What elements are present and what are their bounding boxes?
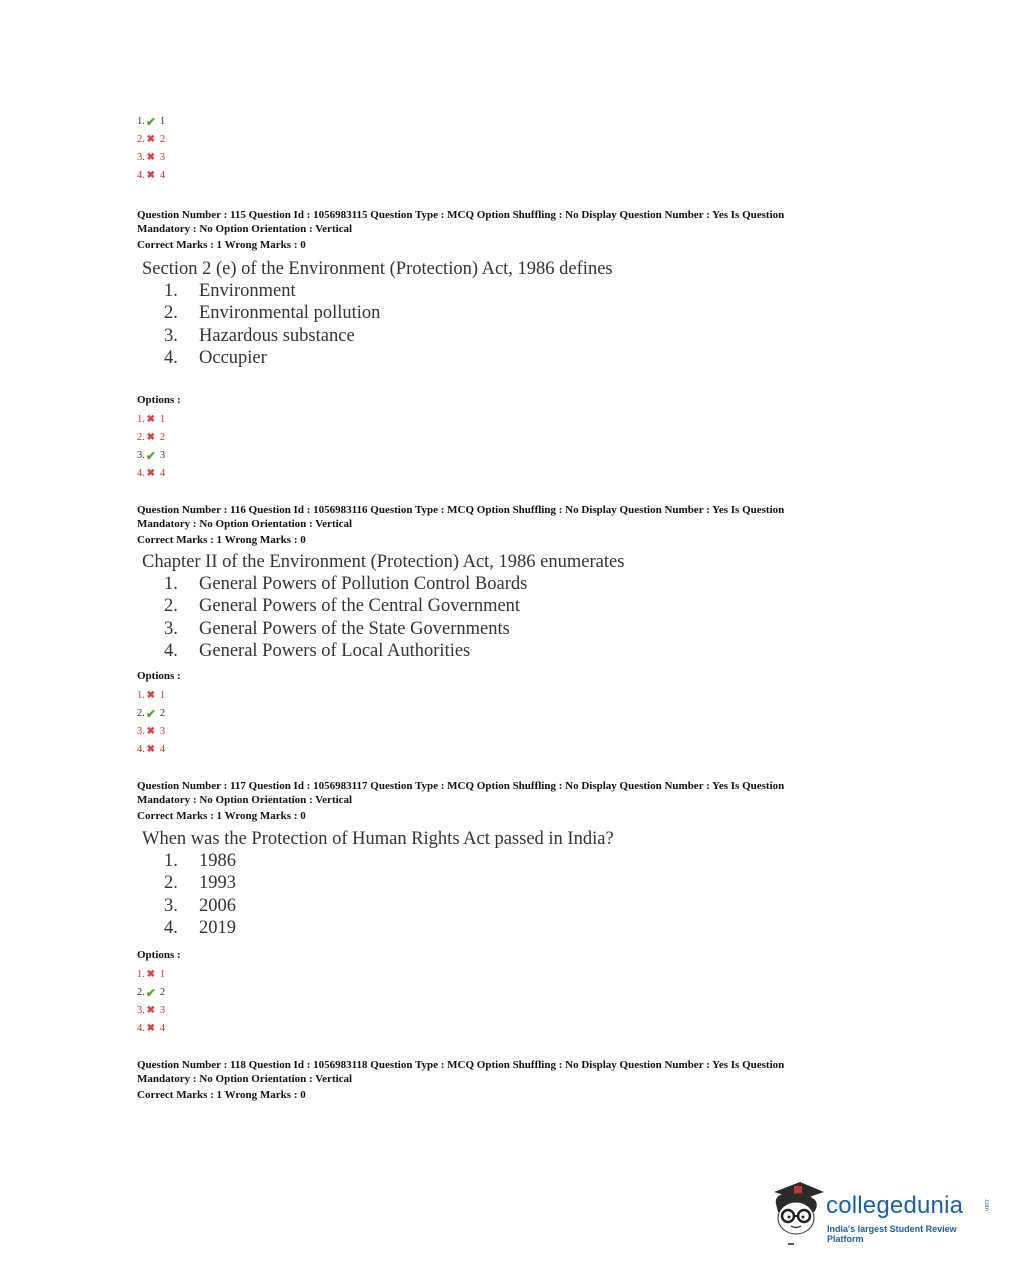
option-number: 4. <box>137 1023 145 1034</box>
cross-icon: ✖ <box>146 726 156 737</box>
question-meta-line2: Mandatory : No Option Orientation : Vertical <box>137 1073 353 1085</box>
option-value: 4 <box>159 1023 166 1034</box>
option-value: 3 <box>159 726 166 737</box>
choice-item <box>164 872 897 894</box>
cross-icon: ✖ <box>146 1005 156 1016</box>
option-value: 2 <box>159 987 166 998</box>
question-marks: Correct Marks : 1 Wrong Marks : 0 <box>137 239 306 251</box>
option-value: 4 <box>159 170 166 181</box>
option-number: 4. <box>137 170 145 181</box>
question-meta-line1: Question Number : 118 Question Id : 1056983118 Question Type : MCQ Option Shuffling : No Display Question Number : Yes Is Question <box>137 1059 785 1071</box>
option-value: 4 <box>159 744 166 755</box>
question-meta <box>137 208 877 236</box>
option-value: 4 <box>159 468 166 479</box>
question-choices <box>164 280 897 369</box>
question-marks: Correct Marks : 1 Wrong Marks : 0 <box>137 1089 306 1101</box>
option-number: 3. <box>137 450 145 461</box>
option-value: 2 <box>159 134 166 145</box>
choice-number: 2. <box>164 873 178 894</box>
option-value: 3 <box>159 450 166 461</box>
choice-text: General Powers of the Central Government <box>199 596 521 617</box>
options-list <box>137 391 897 483</box>
choice-number: 4. <box>164 640 178 661</box>
option-number: 2. <box>137 134 145 145</box>
option-value: 1 <box>159 969 166 980</box>
option-row <box>137 687 897 705</box>
choice-number: 2. <box>164 596 178 617</box>
options-list <box>137 946 897 1038</box>
option-number: 2. <box>137 708 145 719</box>
question-block <box>137 779 897 939</box>
option-number: 4. <box>137 468 145 479</box>
question-choices <box>164 850 897 939</box>
option-value: 1 <box>159 116 166 127</box>
question-meta <box>137 779 877 807</box>
choice-text: General Powers of the State Governments <box>199 618 510 639</box>
options-list <box>137 667 897 759</box>
question-choices <box>164 573 897 662</box>
choice-text: General Powers of Pollution Control Boards <box>199 574 528 594</box>
option-number: 2. <box>137 432 145 443</box>
option-number: 1. <box>137 690 145 701</box>
cross-icon: ✖ <box>146 690 156 701</box>
choice-text: 2006 <box>199 895 236 916</box>
option-number: 4. <box>137 744 145 755</box>
question-marks: Correct Marks : 1 Wrong Marks : 0 <box>137 534 306 546</box>
option-number: 3. <box>137 152 145 163</box>
options-label: Options : <box>137 949 181 961</box>
option-row <box>137 113 897 131</box>
option-value: 1 <box>159 690 166 701</box>
collegedunia-logo <box>768 1178 993 1248</box>
choice-item <box>164 302 897 324</box>
question-meta-line1: Question Number : 116 Question Id : 1056983116 Question Type : MCQ Option Shuffling : No Display Question Number : Yes Is Question <box>137 504 785 516</box>
cross-icon: ✖ <box>146 170 156 181</box>
option-row <box>137 1002 897 1020</box>
checkmark-icon: ✔ <box>145 707 156 721</box>
cross-icon: ✖ <box>146 744 156 755</box>
question-meta-line2: Mandatory : No Option Orientation : Vertical <box>137 223 353 235</box>
option-row <box>137 429 897 447</box>
option-row <box>137 966 897 984</box>
option-row <box>137 167 897 185</box>
option-row <box>137 149 897 167</box>
option-row <box>137 1020 897 1038</box>
prev-options <box>137 113 897 185</box>
choice-number: 2. <box>164 303 178 324</box>
question-meta-line1: Question Number : 117 Question Id : 1056983117 Question Type : MCQ Option Shuffling : No Display Question Number : Yes Is Question <box>137 780 785 792</box>
option-number: 1. <box>137 414 145 425</box>
question-block <box>137 1058 897 1102</box>
choice-number: 3. <box>164 895 178 916</box>
options-label: Options : <box>137 394 181 406</box>
option-number: 2. <box>137 987 145 998</box>
checkmark-icon: ✔ <box>145 986 156 1000</box>
cross-icon: ✖ <box>146 134 156 145</box>
option-row <box>137 723 897 741</box>
choice-item <box>164 325 897 347</box>
option-number: 1. <box>137 116 145 127</box>
question-marks: Correct Marks : 1 Wrong Marks : 0 <box>137 810 306 822</box>
cross-icon: ✖ <box>146 414 156 425</box>
choice-item <box>164 595 897 617</box>
cross-icon: ✖ <box>146 432 156 443</box>
choice-item <box>164 640 897 662</box>
option-value: 2 <box>159 432 166 443</box>
option-row <box>137 741 897 759</box>
option-number: 3. <box>137 726 145 737</box>
choice-text: Environment <box>199 281 296 301</box>
question-meta-line2: Mandatory : No Option Orientation : Vertical <box>137 794 353 806</box>
question-meta <box>137 503 877 531</box>
choice-number: 1. <box>164 281 178 301</box>
choice-number: 4. <box>164 347 178 368</box>
choice-text: 2019 <box>199 917 236 938</box>
question-block <box>137 208 897 369</box>
checkmark-icon: ✔ <box>145 449 156 463</box>
question-meta-line1: Question Number : 115 Question Id : 1056983115 Question Type : MCQ Option Shuffling : No Display Question Number : Yes Is Question <box>137 209 785 221</box>
logo-suffix: .com <box>983 1198 989 1212</box>
logo-tagline: India's largest Student Review Platform <box>827 1224 957 1244</box>
choice-number: 3. <box>164 618 178 639</box>
choice-text: 1993 <box>199 873 236 894</box>
question-meta-line2: Mandatory : No Option Orientation : Vertical <box>137 518 353 530</box>
choice-number: 4. <box>164 917 178 938</box>
option-row <box>137 465 897 483</box>
option-row <box>137 411 897 429</box>
option-number: 1. <box>137 969 145 980</box>
option-row <box>137 705 897 723</box>
option-row <box>137 447 897 465</box>
cross-icon: ✖ <box>146 1023 156 1034</box>
options-label: Options : <box>137 670 181 682</box>
choice-item <box>164 850 897 872</box>
choice-text: Hazardous substance <box>199 325 355 346</box>
checkmark-icon: ✔ <box>145 115 156 129</box>
option-value: 1 <box>159 414 166 425</box>
choice-item <box>164 917 897 939</box>
question-text: Chapter II of the Environment (Protection) Act, 1986 enumerates <box>142 552 625 572</box>
logo-name: collegedunia <box>826 1192 964 1219</box>
choice-item <box>164 895 897 917</box>
mascot-icon <box>768 1178 826 1246</box>
cross-icon: ✖ <box>146 468 156 479</box>
question-meta <box>137 1058 877 1086</box>
choice-item <box>164 280 897 302</box>
question-block <box>137 503 897 662</box>
option-value: 3 <box>159 1005 166 1016</box>
choice-item <box>164 573 897 595</box>
choice-item <box>164 347 897 369</box>
option-value: 3 <box>159 152 166 163</box>
choice-text: Occupier <box>199 347 267 368</box>
choice-text: 1986 <box>199 851 236 871</box>
choice-text: Environmental pollution <box>199 303 381 324</box>
question-text: When was the Protection of Human Rights Act passed in India? <box>142 829 614 849</box>
option-row <box>137 131 897 149</box>
choice-item <box>164 618 897 640</box>
question-text: Section 2 (e) of the Environment (Protection) Act, 1986 defines <box>142 259 613 279</box>
option-row <box>137 984 897 1002</box>
option-value: 2 <box>159 708 166 719</box>
choice-text: General Powers of Local Authorities <box>199 640 471 661</box>
option-number: 3. <box>137 1005 145 1016</box>
choice-number: 1. <box>164 574 178 594</box>
choice-number: 3. <box>164 325 178 346</box>
cross-icon: ✖ <box>146 969 156 980</box>
cross-icon: ✖ <box>146 152 156 163</box>
choice-number: 1. <box>164 851 178 871</box>
